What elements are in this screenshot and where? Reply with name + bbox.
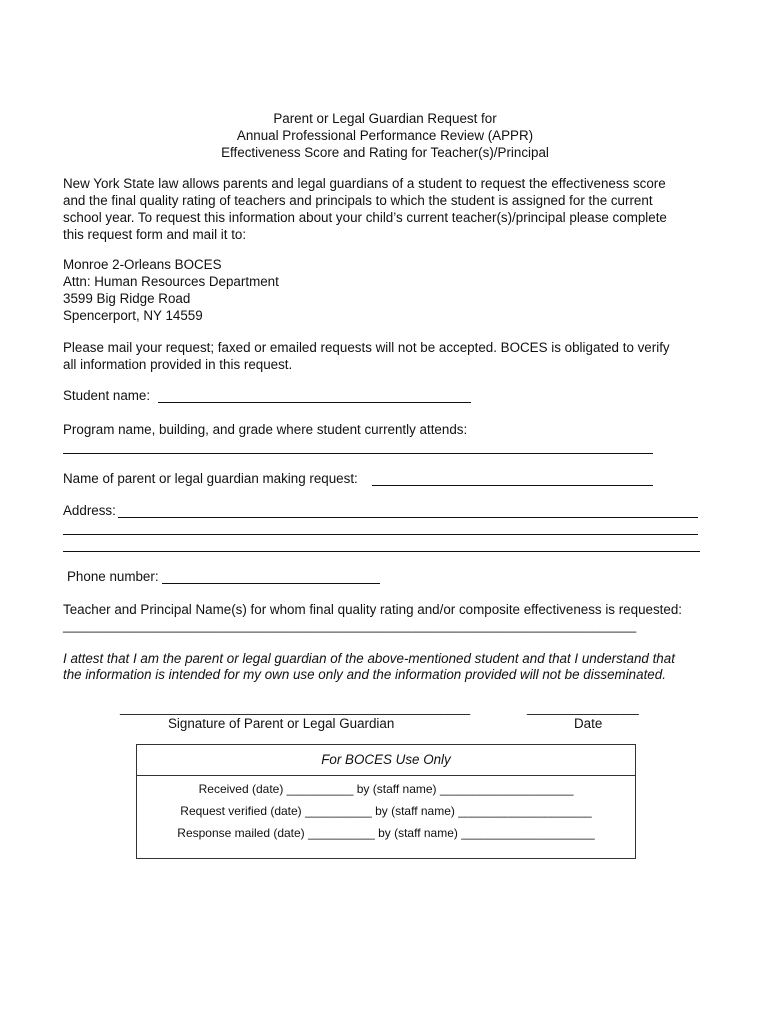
attestation-line-2: the information is intended for my own use only and the information provided will not be disseminated.	[63, 667, 666, 682]
teacher-principal-field[interactable]: ______________________________________________________________________________	[63, 618, 637, 633]
parent-name-label: Name of parent or legal guardian making request:	[63, 471, 358, 486]
form-title-line-1: Parent or Legal Guardian Request for	[273, 111, 497, 126]
address-field-line-2[interactable]	[63, 534, 698, 535]
phone-label: Phone number:	[67, 569, 159, 584]
student-name-field[interactable]	[158, 402, 471, 403]
phone-field[interactable]	[162, 583, 380, 584]
program-field[interactable]	[63, 453, 653, 454]
address-street: 3599 Big Ridge Road	[63, 291, 191, 306]
form-title-line-2: Annual Professional Performance Review (APPR)	[236, 128, 534, 143]
intro-line-4: this request form and mail it to:	[63, 227, 247, 242]
boces-use-heading: For BOCES Use Only	[137, 745, 635, 776]
program-label: Program name, building, and grade where student currently attends:	[63, 422, 468, 437]
address-attn: Attn: Human Resources Department	[63, 274, 279, 289]
address-org: Monroe 2-Orleans BOCES	[63, 257, 222, 272]
teacher-principal-label: Teacher and Principal Name(s) for whom final quality rating and/or composite effectiveness is requested:	[63, 602, 683, 617]
signature-label: Signature of Parent or Legal Guardian	[168, 716, 395, 731]
intro-line-3: school year. To request this information about your child’s current teacher(s)/principal please complete	[63, 210, 667, 225]
intro-line-2: and the final quality rating of teachers and principals to which the student is assigned for the current	[63, 193, 653, 208]
address-field-line-1[interactable]	[118, 517, 698, 518]
intro-line-1: New York State law allows parents and legal guardians of a student to request the effectiveness score	[63, 176, 666, 191]
boces-use-box	[136, 744, 636, 859]
parent-name-field[interactable]	[372, 485, 653, 486]
address-label: Address:	[63, 503, 116, 518]
address-field-line-3[interactable]	[63, 551, 700, 552]
boces-verified-row: Request verified (date) __________ by (staff name) ____________________	[180, 804, 592, 818]
signature-line[interactable]: _______________________________________________	[120, 700, 471, 715]
attestation-line-1: I attest that I am the parent or legal guardian of the above-mentioned student and that I understand that	[63, 651, 675, 666]
date-line[interactable]: _______________	[527, 700, 639, 715]
boces-mailed-row: Response mailed (date) __________ by (staff name) ____________________	[177, 826, 595, 840]
boces-received-row: Received (date) __________ by (staff name) ____________________	[198, 782, 574, 796]
student-name-label: Student name:	[63, 388, 151, 403]
notice-line-1: Please mail your request; faxed or emailed requests will not be accepted. BOCES is obligated to verify	[63, 340, 670, 355]
form-title-line-3: Effectiveness Score and Rating for Teacher(s)/Principal	[221, 145, 549, 160]
date-label: Date	[574, 716, 603, 731]
address-city: Spencerport, NY 14559	[63, 308, 203, 323]
notice-line-2: all information provided in this request.	[63, 357, 293, 372]
